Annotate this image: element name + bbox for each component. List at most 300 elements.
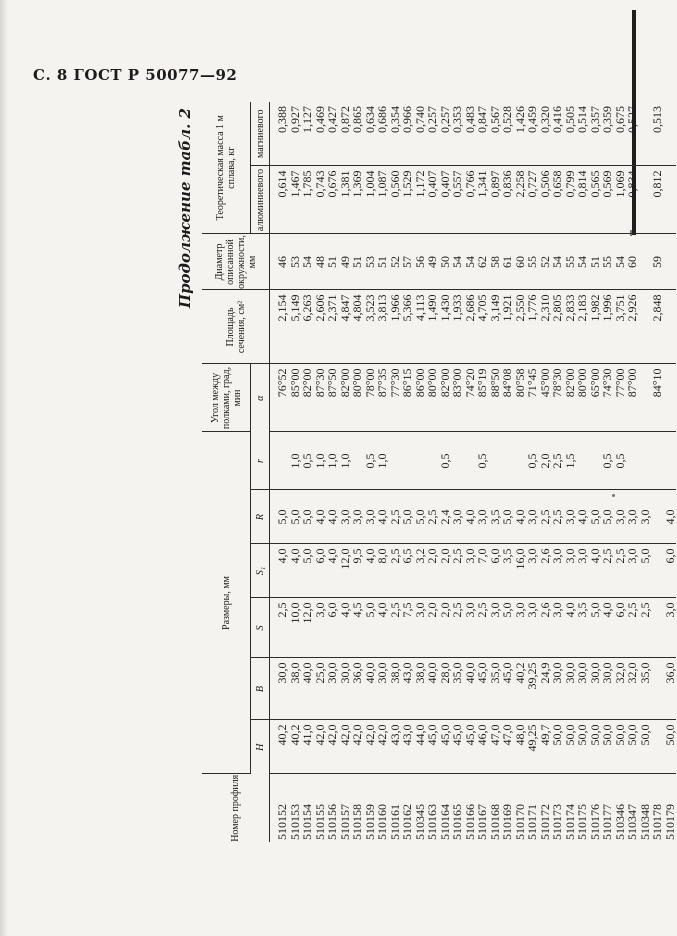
table-cell: 49: [425, 255, 439, 268]
table-cell: 510161: [387, 804, 402, 840]
table-cell: 25,0: [312, 662, 327, 684]
table-cell: 46,0: [475, 724, 489, 746]
table-cell: 510166: [462, 804, 477, 840]
table-cell: 510178: [650, 804, 664, 840]
table-cell: 54: [462, 255, 477, 268]
table-cell: 0,634: [362, 105, 377, 133]
page-edge-shadow: [0, 0, 8, 936]
table-cell: 65°00: [587, 368, 602, 398]
table-body-row: [270, 102, 677, 842]
table-cell: 3,0: [550, 602, 564, 618]
table-cell: 2,833: [562, 294, 577, 322]
table-cell: 2,6: [537, 602, 552, 618]
table-cell: 60: [512, 255, 527, 268]
table-cell: 4,0: [337, 602, 352, 618]
table-cell: 510347: [625, 804, 639, 840]
table-cell: 82°00: [337, 368, 352, 398]
table-cell: 1,996: [600, 294, 614, 322]
table-cell: 2,5: [637, 602, 652, 618]
table-cell: [664, 106, 677, 166]
table-cell: 4,0: [600, 602, 614, 618]
table-cell: 510157: [337, 804, 352, 840]
table-cell: 38,0: [387, 662, 402, 684]
table-cell: 1,369: [350, 170, 364, 198]
table-cell: 42,0: [337, 724, 352, 746]
table-cell: 87°50: [325, 368, 339, 398]
table-cell: 4,0: [375, 602, 389, 618]
table-cell: 3,149: [487, 294, 502, 322]
table-cell: 88°50: [487, 368, 502, 398]
table-cell: 51: [325, 255, 339, 268]
table-cell: 0,353: [450, 105, 464, 133]
table-cell: 4,0: [562, 602, 577, 618]
table-cell: 1,004: [362, 170, 377, 198]
table-cell: 510152: [275, 804, 289, 840]
header-s: S: [251, 598, 270, 658]
diameter-column: [270, 234, 677, 290]
table-cell: 0,469: [312, 105, 327, 133]
table-cell: 58: [487, 255, 502, 268]
table-cell: 1,490: [425, 294, 439, 322]
table-cell: 50,0: [575, 724, 589, 746]
table-cell: 1,127: [300, 105, 314, 133]
table-cell: 0,658: [550, 170, 564, 198]
table-cell: 0,505: [562, 105, 577, 133]
table-cell: 1,341: [475, 170, 489, 198]
table-cell: 510345: [412, 804, 427, 840]
table-cell: 2,258: [512, 170, 527, 198]
table-cell: 510173: [550, 804, 564, 840]
s-column: [270, 598, 677, 658]
table-cell: 5,0: [275, 509, 289, 525]
header-r-upper: R: [251, 490, 270, 544]
table-cell: 510175: [575, 804, 589, 840]
table-cell: 3,0: [412, 602, 427, 618]
table-cell: [576, 432, 589, 489]
table-cell: 3,523: [362, 294, 377, 322]
table-cell: 40,2: [512, 662, 527, 684]
table-cell: 56: [412, 255, 427, 268]
table-cell: 2,550: [512, 294, 527, 322]
table-cell: 84°08: [500, 368, 514, 398]
table-cell: 0,514: [575, 105, 589, 133]
table-cell: 0,506: [537, 170, 552, 198]
b-column: [270, 658, 677, 720]
table-cell: 0,872: [337, 105, 352, 133]
table-cell: 45,0: [425, 724, 439, 746]
table-cell: 48,0: [512, 724, 527, 746]
table-cell: 2,5: [600, 548, 614, 564]
table-cell: 0,766: [462, 170, 477, 198]
table-cell: 0,836: [500, 170, 514, 198]
table-cell: 50,0: [587, 724, 602, 746]
table-cell: 42,0: [325, 724, 339, 746]
table-cell: 80°00: [350, 368, 364, 398]
table-cell: 2,0: [425, 548, 439, 564]
table-cell: [501, 432, 514, 489]
table-cell: 53: [362, 255, 377, 268]
table-cell: 3,5: [575, 602, 589, 618]
table-cell: 48: [312, 255, 327, 268]
table-cell: 5,366: [400, 294, 414, 322]
table-cell: 39,25: [525, 662, 539, 690]
table-cell: 510177: [600, 804, 614, 840]
table-cell: 1,381: [337, 170, 352, 198]
table-cell: 30,0: [275, 662, 289, 684]
table-cell: [389, 432, 402, 489]
table-cell: 0,320: [537, 105, 552, 133]
table-cell: 55: [600, 255, 614, 268]
table-cell: 50,0: [562, 724, 577, 746]
table-cell: 6,0: [325, 602, 339, 618]
table-cell: 0,569: [600, 170, 614, 198]
table-cell: 1,0: [287, 453, 302, 469]
table-cell: 0,513: [650, 105, 664, 133]
table-cell: 12,0: [300, 602, 314, 624]
table-cell: 3,0: [562, 509, 577, 525]
table-cell: 50: [437, 255, 452, 268]
page-header: С. 8 ГОСТ Р 50077—92: [33, 66, 238, 84]
table-cell: [489, 432, 502, 489]
table-cell: 36,0: [350, 662, 364, 684]
table-cell: 0,743: [312, 170, 327, 198]
table-cell: 43,0: [400, 662, 414, 684]
table-cell: 0,927: [287, 105, 302, 133]
table-cell: 43,0: [400, 724, 414, 746]
table-cell: 82°00: [300, 368, 314, 398]
table-cell: 28,0: [437, 662, 452, 684]
table-cell: 32,0: [625, 662, 639, 684]
table-cell: 3,813: [375, 294, 389, 322]
table-cell: [664, 294, 677, 363]
table-cell: 49,25: [525, 724, 539, 752]
table-cell: 4,0: [312, 509, 327, 525]
table-cell: 44,0: [412, 724, 427, 746]
table-cell: 86°00: [412, 368, 427, 398]
table-cell: 5,0: [587, 509, 602, 525]
table-cell: 1,0: [325, 453, 339, 469]
table-cell: 45,0: [450, 724, 464, 746]
table-cell: 4,0: [362, 548, 377, 564]
table-cell: 2,5: [537, 509, 552, 525]
table-cell: 4,847: [337, 294, 352, 322]
table-cell: [639, 432, 652, 489]
table-cell: 45°00: [537, 368, 552, 398]
table-cell: 0,5: [612, 453, 627, 469]
table-cell: 1,467: [287, 170, 302, 198]
table-cell: 3,0: [625, 509, 639, 525]
table-cell: 40,0: [300, 662, 314, 684]
table-cell: 54: [450, 255, 464, 268]
table-cell: 61: [500, 255, 514, 268]
table-cell: 510163: [425, 804, 439, 840]
table-cell: 1,172: [412, 170, 427, 198]
table-cell: 5,0: [587, 602, 602, 618]
table-cell: 52: [537, 255, 552, 268]
table-cell: 30,0: [550, 662, 564, 684]
table-cell: 0,357: [587, 105, 602, 133]
table-cell: [664, 234, 677, 289]
table-cell: 4,0: [462, 509, 477, 525]
table-cell: 1,0: [337, 453, 352, 469]
table-cell: 510171: [525, 804, 539, 840]
table-cell: 2,926: [625, 294, 639, 322]
table-cell: 1,933: [450, 294, 464, 322]
table-cell: 2,5: [425, 509, 439, 525]
table-cell: 4,0: [325, 509, 339, 525]
table-cell: 2,5: [387, 509, 402, 525]
s1-column: [270, 544, 677, 598]
table-cell: 4,0: [275, 548, 289, 564]
table-cell: 2,310: [537, 294, 552, 322]
table-cell: 3,751: [612, 294, 627, 322]
table-cell: 0,897: [487, 170, 502, 198]
table-cell: 2,5: [550, 509, 564, 525]
table-cell: 1,069: [612, 170, 627, 198]
table-cell: 9,5: [350, 548, 364, 564]
table-cell: 3,0: [475, 509, 489, 525]
table-cell: 86°15: [400, 368, 414, 398]
table-cell: 0,567: [487, 105, 502, 133]
table-cell: 40,2: [275, 724, 289, 746]
header-profile-number: Номер профиля: [202, 774, 270, 842]
table-cell: 54: [550, 255, 564, 268]
table-cell: 2,154: [275, 294, 289, 322]
table-cell: 510153: [287, 804, 302, 840]
table-cell: [651, 491, 664, 544]
table-cell: 5,0: [400, 509, 414, 525]
table-cell: 54: [612, 255, 627, 268]
table-cell: [651, 603, 664, 658]
header-diameter: Диаметр описанной окружности, мм: [202, 234, 270, 290]
table-cell: 52: [387, 255, 402, 268]
table-cell: 78°00: [362, 368, 377, 398]
table-cell: 510176: [587, 804, 602, 840]
header-magnesium: магниевого: [251, 102, 270, 166]
table-cell: 12,0: [337, 548, 352, 570]
table-cell: 510165: [450, 804, 464, 840]
header-aluminum: алюминиевого: [251, 166, 270, 234]
table-cell: 78°30: [550, 368, 564, 398]
table-cell: 45,0: [500, 662, 514, 684]
table-cell: 0,354: [387, 105, 402, 133]
table-cell: 41,0: [300, 724, 314, 746]
table-cell: 0,557: [450, 170, 464, 198]
header-s1: S₁: [251, 544, 270, 598]
table-cell: 5,149: [287, 294, 302, 322]
table-cell: 50,0: [662, 724, 677, 746]
table-cell: 80°00: [575, 368, 589, 398]
table-cell: 53: [287, 255, 302, 268]
header-mass: Теоретическая масса 1 м сплава, кг: [202, 102, 251, 234]
table-cell: 5,0: [300, 509, 314, 525]
table-cell: 50,0: [637, 724, 652, 746]
table-cell: 6,5: [400, 548, 414, 564]
header-b: B: [251, 658, 270, 720]
table-cell: 2,6: [537, 548, 552, 564]
table-cell: [351, 432, 364, 489]
table-cell: 54: [575, 255, 589, 268]
table-cell: 3,0: [625, 548, 639, 564]
table-cell: [651, 725, 664, 774]
table-cell: 32,0: [612, 662, 627, 684]
r-upper-column: [270, 490, 677, 544]
table-cell: 3,5: [487, 509, 502, 525]
table-cell: 30,0: [575, 662, 589, 684]
table-cell: 74°30: [600, 368, 614, 398]
table-cell: 4,0: [587, 548, 602, 564]
header-dimensions: Размеры, мм: [202, 432, 251, 774]
table-cell: 42,0: [375, 724, 389, 746]
table-cell: 47,0: [500, 724, 514, 746]
table-cell: 6,0: [612, 602, 627, 618]
table-cell: 51: [350, 255, 364, 268]
table-cell: 4,0: [287, 548, 302, 564]
header-h: H: [251, 720, 270, 774]
table-cell: [276, 432, 289, 489]
table-cell: 49: [337, 255, 352, 268]
table-cell: 3,0: [337, 509, 352, 525]
table-cell: 3,0: [350, 509, 364, 525]
table-cell: 62: [475, 255, 489, 268]
table-cell: 0,675: [612, 105, 627, 133]
table-cell: 3,0: [450, 509, 464, 525]
table-cell: 1,0: [375, 453, 389, 469]
table-cell: 510174: [562, 804, 577, 840]
table-cell: 47,0: [487, 724, 502, 746]
continuation-label: Продолжение табл. 2: [176, 108, 194, 309]
table-cell: 2,5: [550, 453, 564, 469]
table-cell: 2,848: [650, 294, 664, 322]
table-cell: 0,257: [437, 105, 452, 133]
header-alpha: α: [251, 364, 270, 432]
table-cell: [451, 432, 464, 489]
table-cell: 0,727: [525, 170, 539, 198]
table-cell: 3,0: [575, 548, 589, 564]
table-cell: [426, 432, 439, 489]
table-cell: 2,5: [612, 548, 627, 564]
table-cell: 83°00: [450, 368, 464, 398]
aluminum-mass-column: [270, 166, 677, 234]
table-cell: 1,529: [400, 170, 414, 198]
table-cell: 3,0: [362, 509, 377, 525]
table-cell: 510346: [612, 804, 627, 840]
header-area: Площадь сечения, см²: [202, 290, 270, 364]
table-cell: 5,0: [600, 509, 614, 525]
table-cell: 80°58: [512, 368, 527, 398]
table-cell: 4,0: [375, 509, 389, 525]
table-cell: 77°30: [387, 368, 402, 398]
table-cell: 0,483: [462, 105, 477, 133]
table-cell: 2,4: [437, 509, 452, 525]
table-cell: 6,0: [312, 548, 327, 564]
table-cell: 30,0: [325, 662, 339, 684]
table-cell: [664, 432, 677, 489]
table-cell: 510155: [312, 804, 327, 840]
table-cell: 3,0: [462, 602, 477, 618]
profile-table: [202, 102, 676, 842]
table-cell: 0,427: [325, 105, 339, 133]
table-cell: 5,0: [500, 602, 514, 618]
table-cell: 0,834: [625, 170, 639, 198]
table-cell: [664, 170, 677, 233]
table-cell: 2,5: [275, 602, 289, 618]
table-cell: 87°30: [312, 368, 327, 398]
table-cell: 0,257: [425, 105, 439, 133]
table-cell: 510159: [362, 804, 377, 840]
table-cell: 0,388: [275, 105, 289, 133]
table-cell: 0,416: [550, 105, 564, 133]
table-cell: 85°19: [475, 368, 489, 398]
table-cell: 1,087: [375, 170, 389, 198]
profile-number-column: [270, 774, 677, 842]
table-cell: 0,527: [625, 105, 639, 133]
table-cell: 3,0: [637, 509, 652, 525]
table-cell: 82°00: [562, 368, 577, 398]
table-cell: 30,0: [337, 662, 352, 684]
table-cell: 510168: [487, 804, 502, 840]
table-cell: 2,686: [462, 294, 477, 322]
table-cell: 510162: [400, 804, 414, 840]
table-cell: 38,0: [287, 662, 302, 684]
table-cell: 0,565: [587, 170, 602, 198]
table-cell: 3,2: [412, 548, 427, 564]
table-cell: 87°00: [625, 368, 639, 398]
table-cell: 4,0: [325, 548, 339, 564]
table-cell: 510164: [437, 804, 452, 840]
table-cell: 0,814: [575, 170, 589, 198]
table-cell: 4,0: [512, 509, 527, 525]
table-cell: 0,5: [525, 453, 539, 469]
table-cell: 30,0: [562, 662, 577, 684]
table-cell: 0,614: [275, 170, 289, 198]
table-cell: [414, 432, 427, 489]
table-cell: 5,0: [300, 548, 314, 564]
header-r-lower: r: [251, 432, 270, 490]
area-column: [270, 290, 677, 364]
table-cell: 7,0: [475, 548, 489, 564]
table-cell: 3,0: [512, 602, 527, 618]
table-cell: 0,359: [600, 105, 614, 133]
table-cell: 2,0: [437, 548, 452, 564]
table-cell: 6,0: [487, 548, 502, 564]
table-cell: 1,430: [437, 294, 452, 322]
table-cell: 3,0: [612, 509, 627, 525]
table-cell: 30,0: [375, 662, 389, 684]
table-cell: 1,426: [512, 105, 527, 133]
table-cell: 0,5: [362, 453, 377, 469]
table-cell: 2,5: [625, 602, 639, 618]
table-cell: 40,2: [287, 724, 302, 746]
table-cell: 51: [375, 255, 389, 268]
table-cell: 2,805: [550, 294, 564, 322]
table-cell: 2,5: [450, 548, 464, 564]
table-cell: 55: [525, 255, 539, 268]
table-cell: 4,804: [350, 294, 364, 322]
table-cell: 51: [587, 255, 602, 268]
table-cell: 0,865: [350, 105, 364, 133]
table-cell: 5,0: [287, 509, 302, 525]
table-cell: [401, 432, 414, 489]
table-cell: 0,5: [475, 453, 489, 469]
table-cell: 16,0: [512, 548, 527, 570]
table-cell: 3,0: [550, 548, 564, 564]
table-cell: 6,263: [300, 294, 314, 322]
table-cell: [651, 549, 664, 598]
table-cell: 87°35: [375, 368, 389, 398]
table-cell: 38,0: [412, 662, 427, 684]
table-cell: 0,560: [387, 170, 402, 198]
